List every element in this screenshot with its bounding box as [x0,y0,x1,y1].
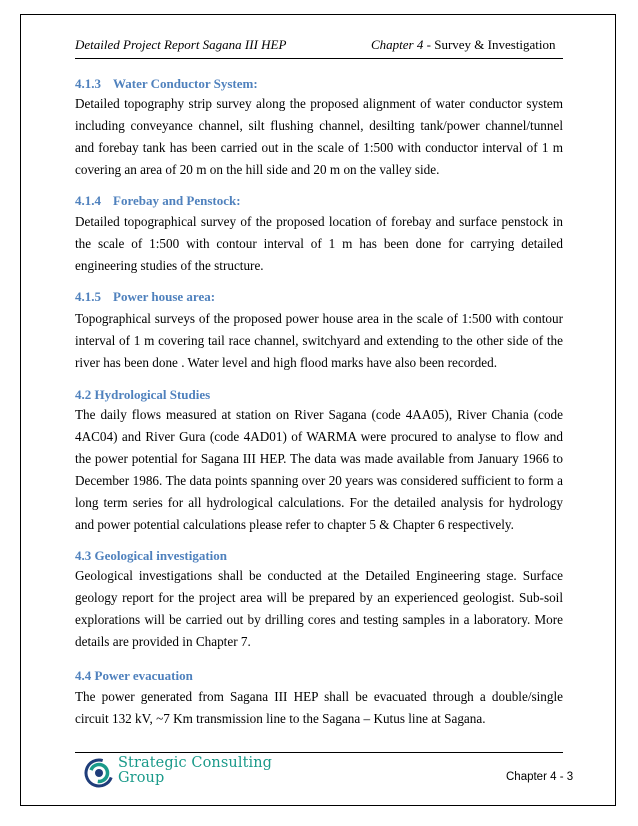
section-heading-4-1-4 [75,192,241,210]
section-heading-4-3: 4.3 Geological investigation [75,548,228,563]
section-title: Power house area: [113,289,216,304]
section-title: Forebay and Penstock: [113,193,241,208]
section-body-4-1-4: Detailed topographical survey of the proposed location of forebay and surface penstock in the scale of 1:500 with contour interval of 1 m has been done for carrying detailed engineering studies of the structure. [75,214,563,273]
section-body-4-1-3: Detailed topography strip survey along the proposed alignment of water conductor system including conveyance channel, silt flushing channel, desilting tank/power channel/tunnel and forebay tank has been carried out in the scale of 1:500 with conductor interval of 1 m covering an area of 20 m on the hill side and 20 m on the valley side. [75,96,563,177]
page-number: Chapter 4 - 3 [506,771,574,783]
logo-swirl-icon [82,756,116,790]
logo-line-1: Strategic Consulting [118,755,273,771]
section-heading-4-1-3 [75,75,258,93]
company-logo [82,756,282,790]
section-body-4-4: The power generated from Sagana III HEP shall be evacuated through a double/single circuit 132 kV, ~7 Km transmission line to the Sagana – Kutus line at Sagana. [75,689,563,726]
header-chapter-number: Chapter 4 [371,37,424,52]
section-title: Water Conductor System: [113,76,258,91]
section-heading-4-1-5 [75,288,215,306]
section-heading-4-2: 4.2 Hydrological Studies [75,387,211,402]
header-report-title: Detailed Project Report Sagana III HEP [75,37,287,52]
section-body-4-3: Geological investigations shall be conducted at the Detailed Engineering stage. Surface geology report for the project area will be prepared by an experienced geologist. Sub-soil explorations will be carried out by drilling cores and testing samples in a laboratory. More details are provided in Chapter 7. [75,568,563,649]
page-header [75,37,575,55]
header-chapter-name: Survey & Investigation [434,37,556,52]
header-separator: - [423,37,435,52]
header-chapter-title [371,37,556,53]
header-divider [75,58,563,59]
section-body-4-2: The daily flows measured at station on River Sagana (code 4AA05), River Chania (code 4AC04) and River Gura (code 4AD01) of WARMA were procured to analyse to flow and the power potential for Sagana III HEP. The data was made available from January 1966 to December 1986. The data points spanning over 20 years was considered sufficient to form a long term series for all hydrological calculations. For the detailed analysis for hydrology and power potential calculations please refer to chapter 5 & Chapter 6 respectively. [75,407,563,532]
logo-line-2: Group [118,770,165,786]
section-number: 4.1.3 [75,76,101,91]
section-body-4-1-5: Topographical surveys of the proposed power house area in the scale of 1:500 with contour interval of 1 m covering tail race channel, switchyard and extending to the other side of the river has been done . Water level and high flood marks have also been recorded. [75,311,563,370]
section-number: 4.1.4 [75,193,101,208]
logo-wordmark [118,756,272,785]
footer-divider [75,752,563,753]
section-heading-4-4: 4.4 Power evacuation [75,668,193,683]
section-number: 4.1.5 [75,289,101,304]
